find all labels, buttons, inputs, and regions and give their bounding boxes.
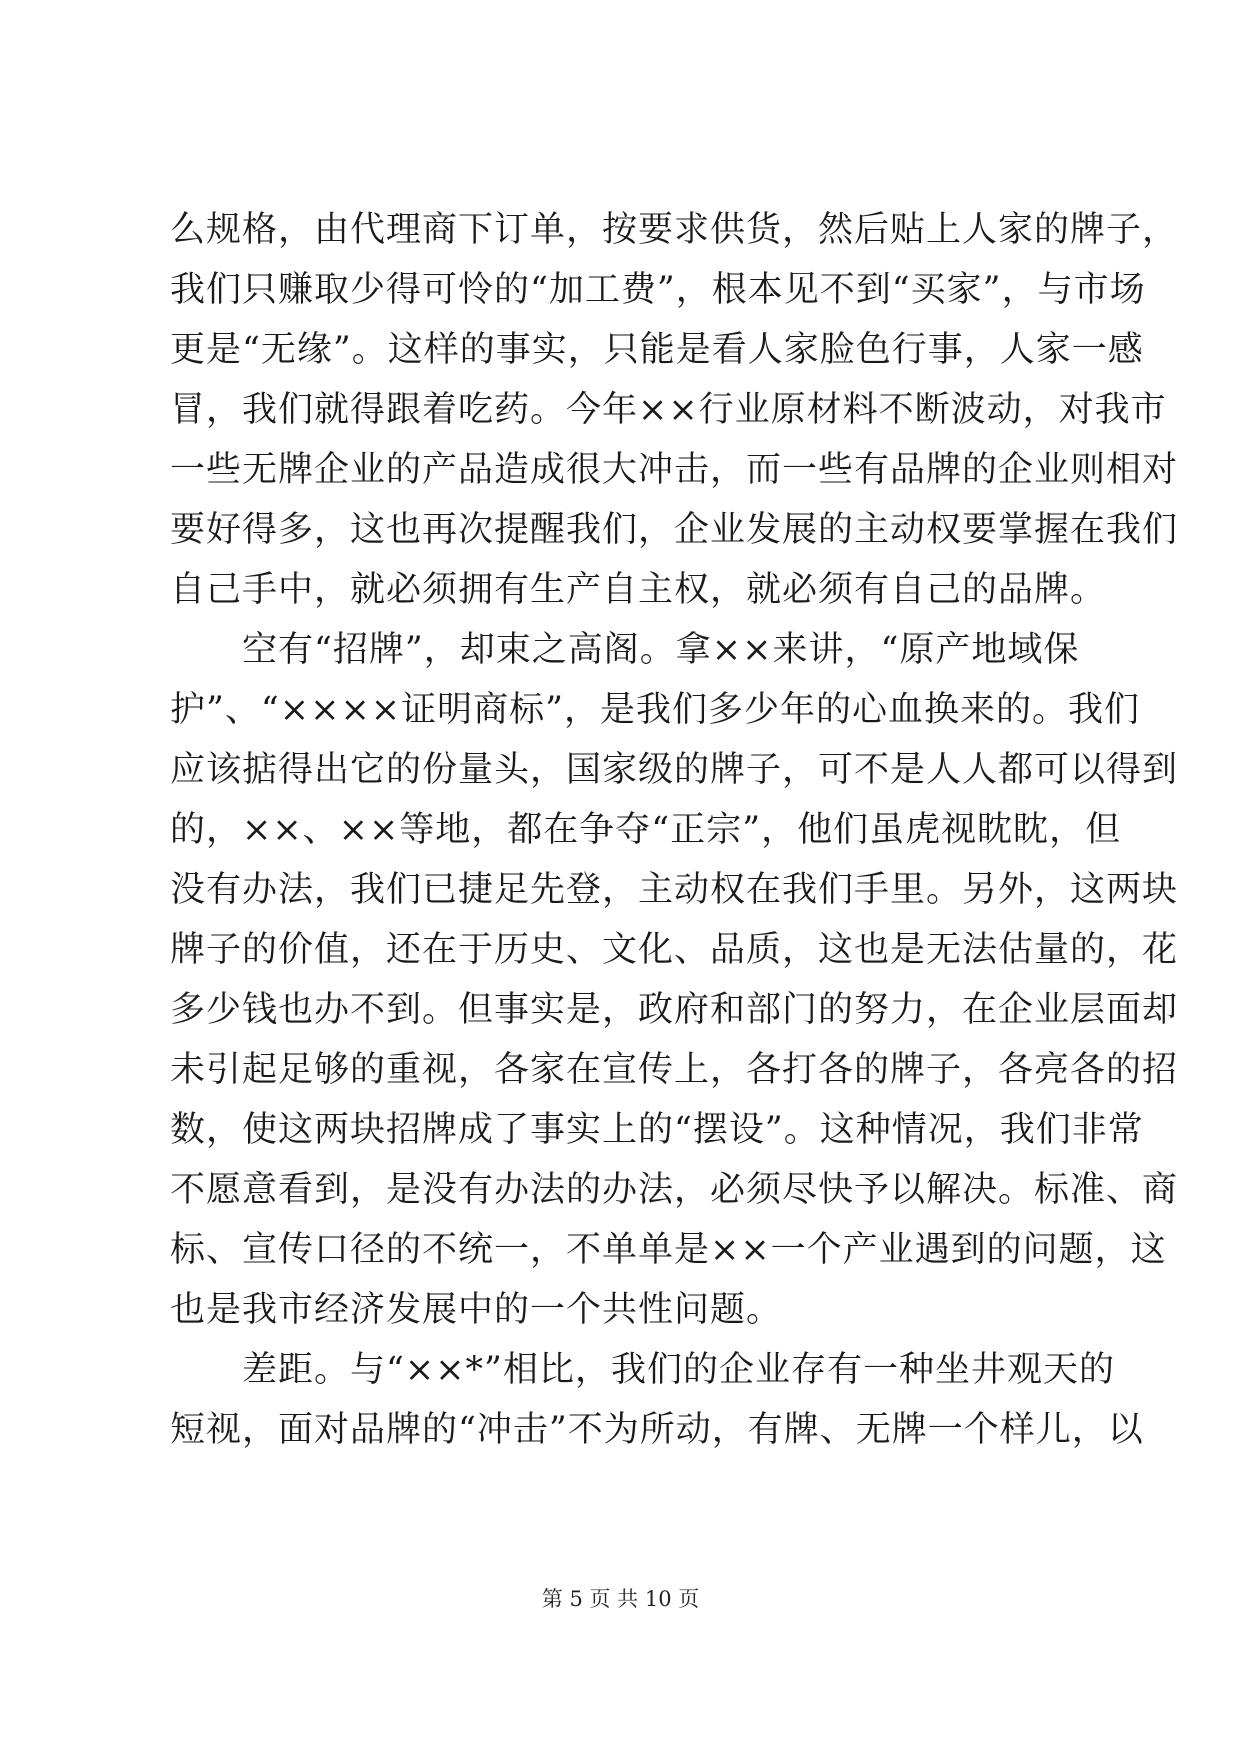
text-line: 牌子的价值，还在于历史、文化、品质，这也是无法估量的，花 (170, 930, 1179, 970)
text-line: 多少钱也办不到。但事实是，政府和部门的努力，在企业层面却 (170, 990, 1179, 1030)
text-line: 护”、“××××证明商标”，是我们多少年的心血换来的。我们 (170, 690, 1140, 730)
text-line: 我们只赚取少得可怜的“加工费”，根本见不到“买家”，与市场 (170, 270, 1146, 310)
text-line: 不愿意看到，是没有办法的办法，必须尽快予以解决。标准、商 (170, 1170, 1179, 1210)
page-footer: 第 5 页 共 10 页 (541, 1587, 700, 1611)
text-line: 空有“招牌”，却束之高阁。拿××来讲，“原产地域保 (170, 630, 1080, 670)
text-line: 短视，面对品牌的“冲击”不为所动，有牌、无牌一个样儿，以 (170, 1410, 1144, 1450)
text-line: 自己手中，就必须拥有生产自主权，就必须有自己的品牌。 (170, 570, 1107, 610)
text-line: 差距。与“××*”相比，我们的企业存有一种坐井观天的 (170, 1350, 1115, 1390)
text-line: 应该掂得出它的份量头，国家级的牌子，可不是人人都可以得到 (170, 750, 1179, 790)
text-line: 更是“无缘”。这样的事实，只能是看人家脸色行事，人家一感 (170, 330, 1144, 370)
text-line: 标、宣传口径的不统一，不单单是××一个产业遇到的问题，这 (170, 1230, 1167, 1270)
text-line: 么规格，由代理商下订单，按要求供货，然后贴上人家的牌子， (170, 210, 1179, 250)
text-line: 一些无牌企业的产品造成很大冲击，而一些有品牌的企业则相对 (170, 450, 1179, 490)
text-line: 也是我市经济发展中的一个共性问题。 (170, 1290, 783, 1330)
text-line: 未引起足够的重视，各家在宣传上，各打各的牌子，各亮各的招 (170, 1050, 1179, 1090)
text-line: 没有办法，我们已捷足先登，主动权在我们手里。另外，这两块 (170, 870, 1179, 910)
text-line: 的，××、××等地，都在争夺“正宗”，他们虽虎视眈眈，但 (170, 810, 1122, 850)
text-line: 数，使这两块招牌成了事实上的“摆设”。这种情况，我们非常 (170, 1110, 1144, 1150)
text-line: 要好得多，这也再次提醒我们，企业发展的主动权要掌握在我们 (170, 510, 1179, 550)
text-line: 冒，我们就得跟着吃药。今年××行业原材料不断波动，对我市 (170, 390, 1167, 430)
